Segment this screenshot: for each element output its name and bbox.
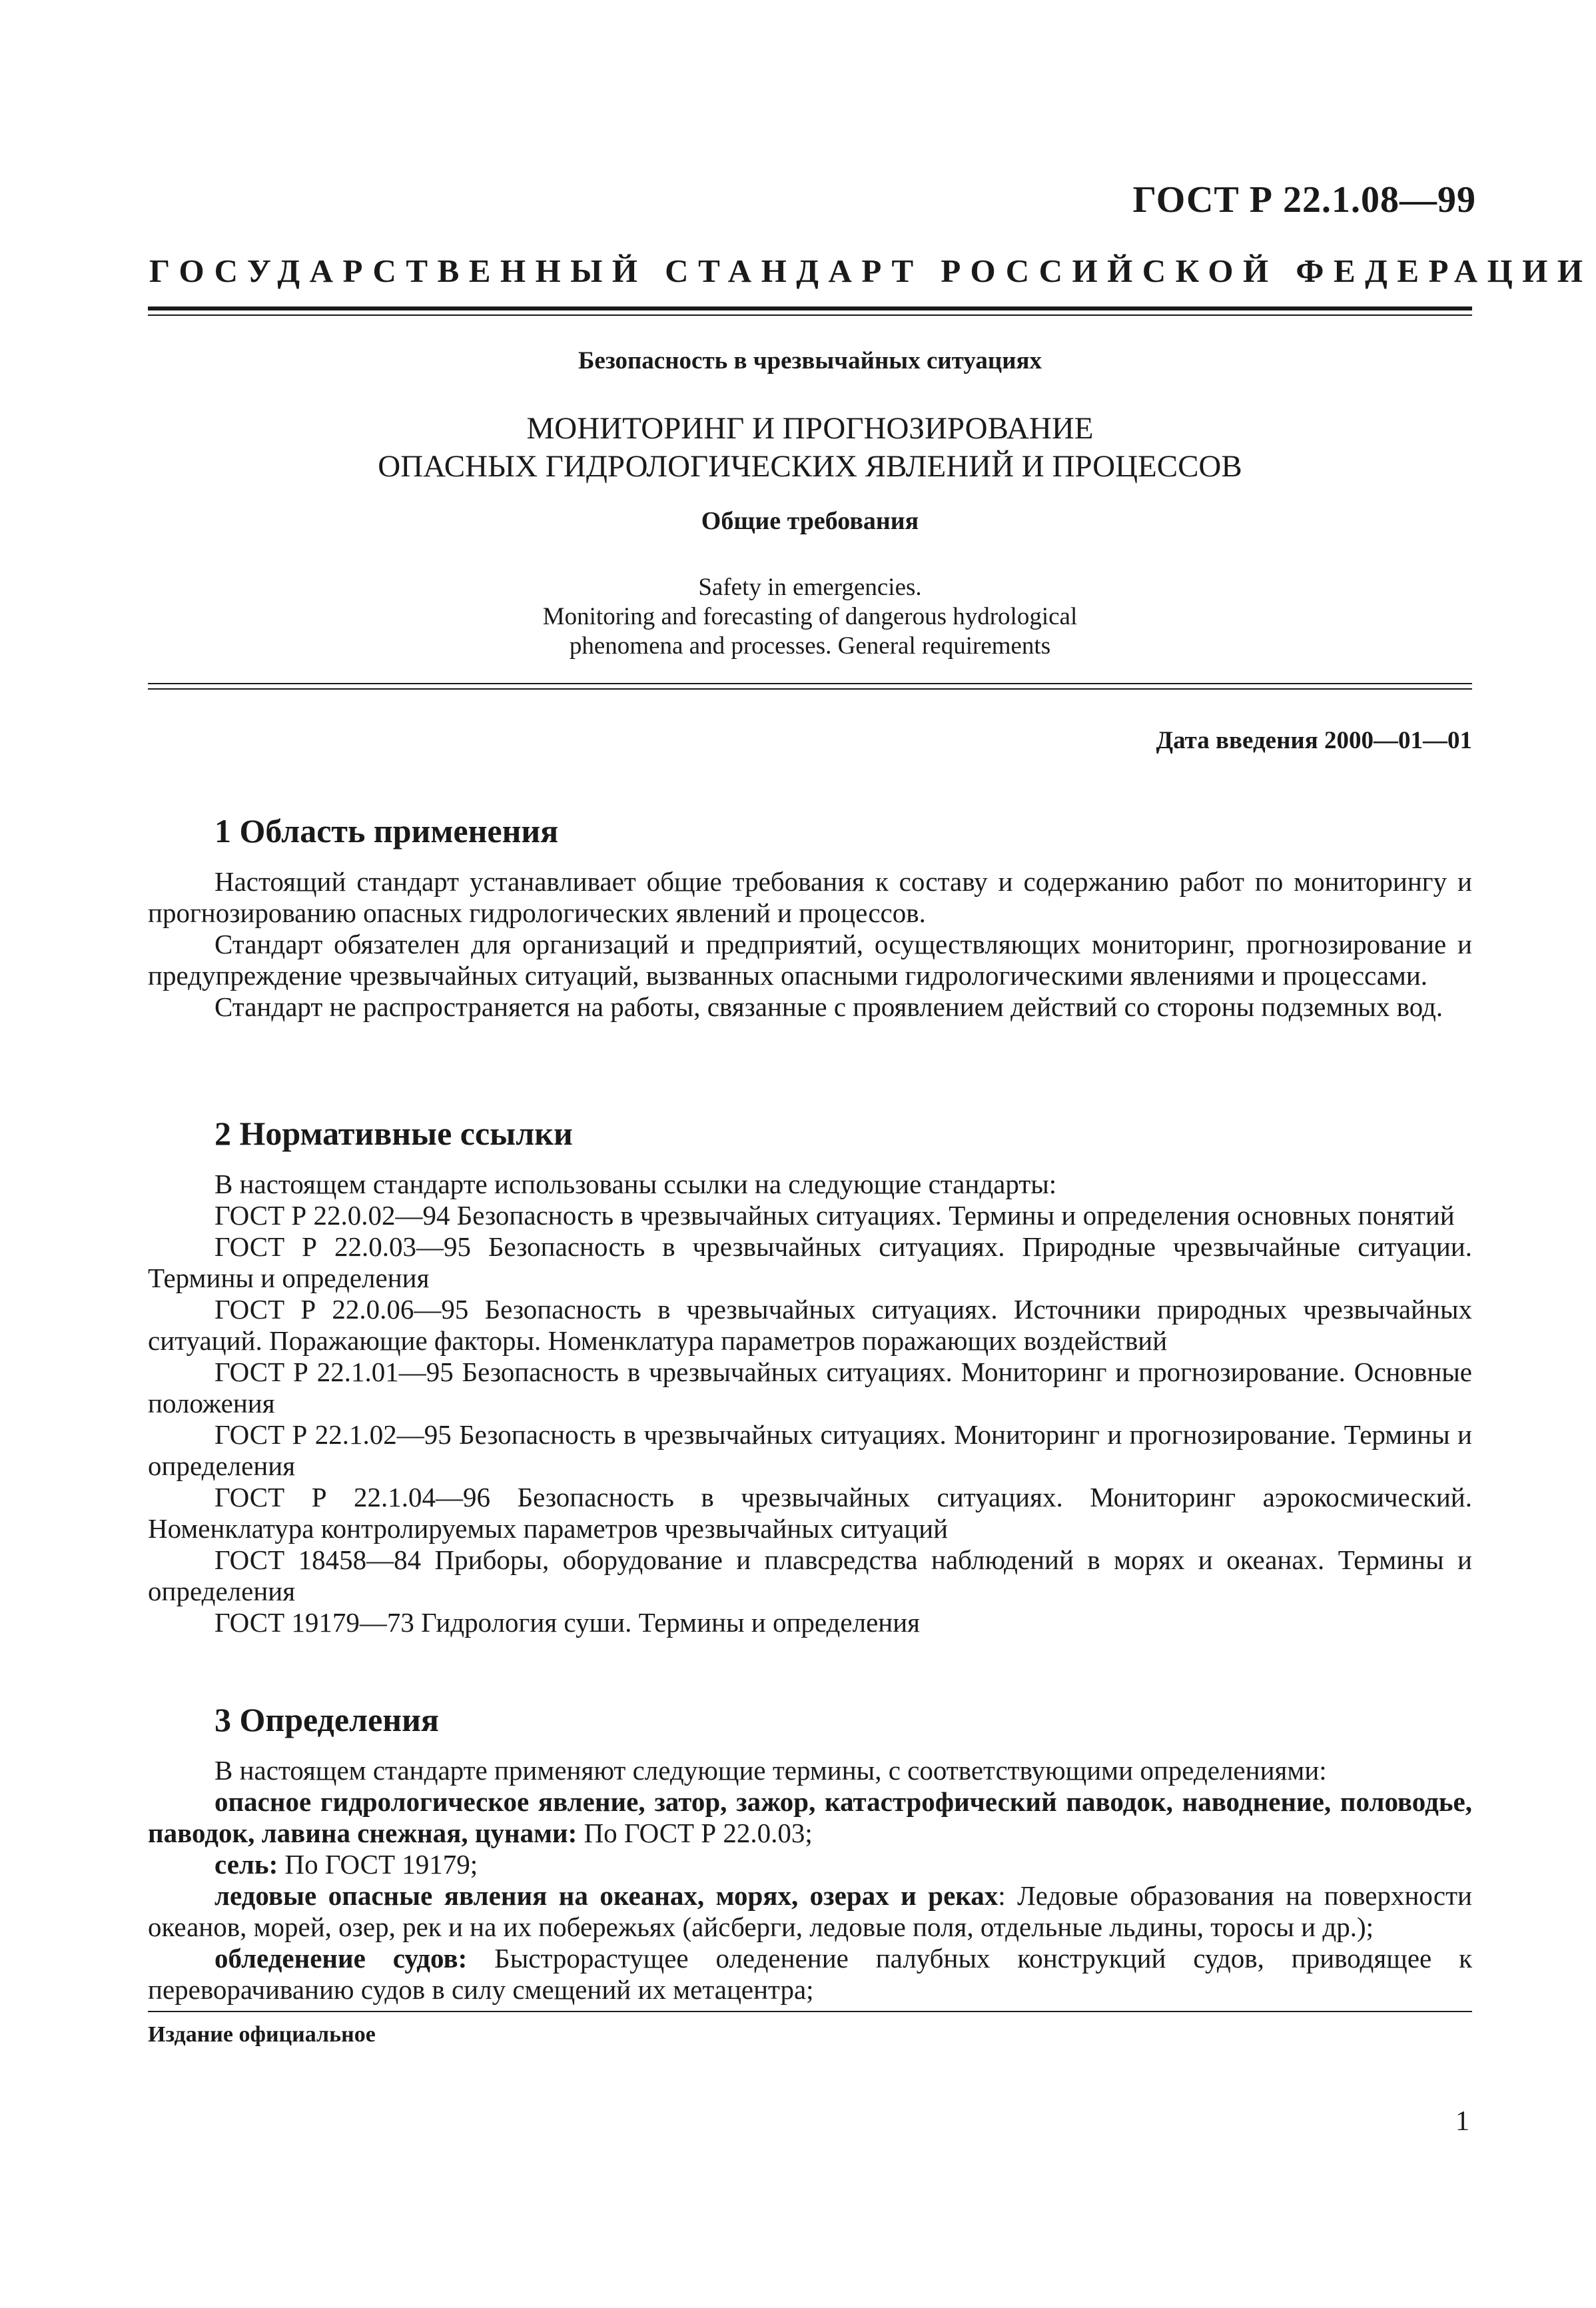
definition-term: обледенение судов: [214, 1943, 468, 1974]
reference-item: ГОСТ Р 22.0.02—94 Безопасность в чрезвычайных ситуациях. Термины и определения основных понятий [214, 1200, 1455, 1231]
section-3-intro: В настоящем стандарте применяют следующие термины, с соответствующими определениями: [214, 1755, 1327, 1786]
main-title [148, 410, 1472, 486]
reference-item: ГОСТ Р 22.0.03—95 Безопасность в чрезвычайных ситуациях. Природные чрезвычайные ситуации. Термины и определения [148, 1231, 1472, 1293]
definition-term: сель: [214, 1849, 278, 1880]
introduction-date: Дата введения 2000—01—01 [1156, 727, 1472, 754]
english-title-line-3: phenomena and processes. General requirements [569, 632, 1051, 660]
section-1-paragraph-3: Стандарт не распространяется на работы, связанные с проявлением действий со стороны подземных вод. [214, 991, 1443, 1022]
title-rule-bottom [148, 688, 1472, 690]
government-standard-title: ГОСУДАРСТВЕННЫЙ СТАНДАРТ РОССИЙСКОЙ ФЕДЕРАЦИИ [149, 253, 1593, 289]
reference-item: ГОСТ 18458—84 Приборы, оборудование и плавсредства наблюдений в морях и океанах. Термины и определения [148, 1544, 1472, 1606]
definition-term: опасное гидрологическое явление, затор, зажор, катастрофический паводок, наводнение, половодье, паводок, лавина снежная, цунами: [148, 1786, 1472, 1848]
definition-item [148, 1786, 1472, 1849]
reference-item: ГОСТ Р 22.1.01—95 Безопасность в чрезвычайных ситуациях. Мониторинг и прогнозирование. Основные положения [148, 1357, 1472, 1419]
english-title [148, 573, 1472, 661]
main-title-line-2: ОПАСНЫХ ГИДРОЛОГИЧЕСКИХ ЯВЛЕНИЙ И ПРОЦЕССОВ [378, 449, 1242, 484]
section-1-body [148, 866, 1472, 1023]
section-1-paragraph-2: Стандарт обязателен для организаций и предприятий, осуществляющих мониторинг, прогнозирование и предупреждение чрезвычайных ситуаций, вызванных опасными гидрологическими явлениями и процессами. [148, 929, 1472, 991]
section-1-paragraph-1: Настоящий стандарт устанавливает общие требования к составу и содержанию работ по мониторингу и прогнозированию опасных гидрологических явлений и процессов. [148, 866, 1472, 928]
subtitle: Общие требования [701, 507, 919, 535]
definition-text: По ГОСТ Р 22.0.03; [577, 1818, 813, 1848]
reference-item: ГОСТ Р 22.1.02—95 Безопасность в чрезвычайных ситуациях. Мониторинг и прогнозирование. Термины и определения [148, 1419, 1472, 1481]
section-3-body [148, 1755, 1472, 2006]
official-edition-label: Издание официальное [148, 2022, 376, 2047]
section-2-body [148, 1169, 1472, 1638]
definition-text: Быстрорастущее оледенение палубных конструкций судов, приводящее к переворачиванию судов в силу смещений их метацентра; [148, 1943, 1473, 2005]
section-2-heading: 2 Нормативные ссылки [214, 1115, 573, 1152]
definition-item [148, 1880, 1472, 1943]
header-rule-thick [148, 306, 1472, 310]
section-1-heading: 1 Область применения [214, 812, 559, 850]
footer-rule [148, 2011, 1472, 2012]
section-2-intro: В настоящем стандарте использованы ссылки на следующие стандарты: [214, 1169, 1057, 1199]
reference-item: ГОСТ 19179—73 Гидрология суши. Термины и определения [214, 1607, 921, 1638]
header-rule-thin [148, 314, 1472, 316]
reference-item: ГОСТ Р 22.1.04—96 Безопасность в чрезвычайных ситуациях. Мониторинг аэрокосмический. Номенклатура контролируемых параметров чрезвычайных ситуаций [148, 1482, 1472, 1544]
main-title-line-1: МОНИТОРИНГ И ПРОГНОЗИРОВАНИЕ [526, 411, 1094, 446]
reference-item: ГОСТ Р 22.0.06—95 Безопасность в чрезвычайных ситуациях. Источники природных чрезвычайных ситуаций. Поражающие факторы. Номенклатура параметров поражающих воздействий [148, 1294, 1472, 1356]
english-title-line-1: Safety in emergencies. [698, 574, 922, 601]
definition-term: ледовые опасные явления на океанах, морях, озерах и реках [214, 1880, 998, 1911]
subject-line: Безопасность в чрезвычайных ситуациях [578, 347, 1042, 374]
section-3-heading: 3 Определения [214, 1701, 439, 1738]
page-number: 1 [1455, 2106, 1469, 2137]
title-rule-top [148, 683, 1472, 684]
definition-item [148, 1849, 1472, 1880]
definition-text: По ГОСТ 19179; [278, 1849, 478, 1880]
definition-text: : Ледовые образования на поверхности океанов, морей, озер, рек и на их побережьях (айсберги, ледовые поля, отдельные льдины, торосы и др.); [148, 1880, 1472, 1942]
english-title-line-2: Monitoring and forecasting of dangerous hydrological [542, 603, 1078, 630]
definition-item [148, 1943, 1472, 2006]
document-code: ГОСТ Р 22.1.08—99 [1132, 179, 1476, 221]
